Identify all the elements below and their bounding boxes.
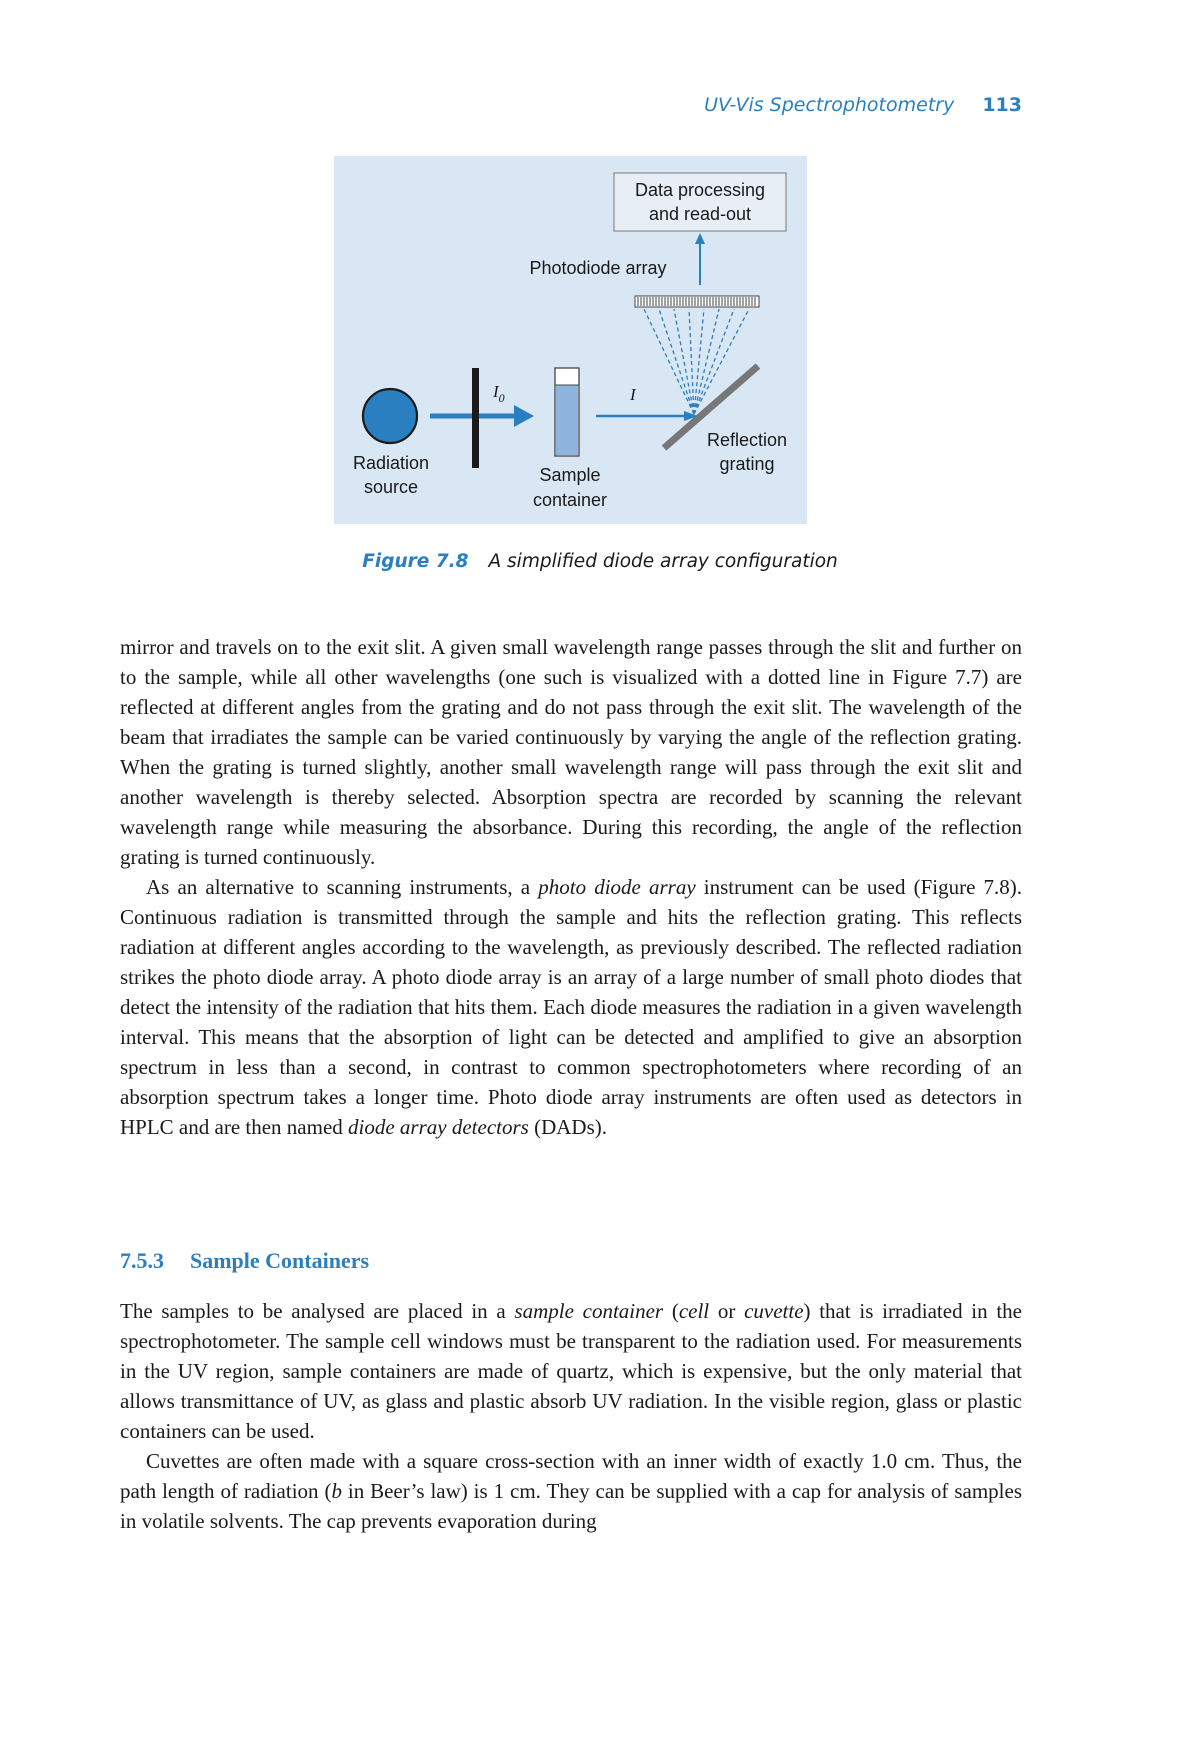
- figure-caption: [120, 551, 1080, 572]
- paragraph-2: As an alternative to scanning instruments, a photo diode array instrument can be used (Figure 7.8). Continuous radiation is transmitted through the sample and hits the reflection grating. This reflects radiation at different angles according to the wavelength, as previously described. The reflected radiation strikes the photo diode array. A photo diode array is an array of a large number of small photo diodes that detect the intensity of the radiation that hits them. Each diode measures the radiation in a given wavelength interval. This means that the absorption of light can be detected and amplified to give an absorption spectrum in less than a second, in contrast to common spectrophotometers where recording of an absorption spectrum takes a longer time. Photo diode array instruments are often used as detectors in HPLC and are then named diode array detectors (DADs).: [120, 875, 1023, 1139]
- section-heading: [120, 1248, 1022, 1274]
- running-head-title: UV-Vis Spectrophotometry: [704, 94, 955, 116]
- entrance-slit: [472, 368, 479, 468]
- data-processing-label-2: and read-out: [648, 204, 752, 224]
- reflection-grating-label-1: Reflection: [706, 430, 788, 450]
- diode-array-diagram: [334, 156, 807, 524]
- page-number: 113: [982, 94, 1022, 116]
- paragraph-1: mirror and travels on to the exit slit. A given small wavelength range passes through the slit and further on to the sample, while all other wavelengths (one such is visualized with a dotted line in Figure 7.7) are reflected at different angles from the grating and do not pass through the exit slit. The wavelength of the beam that irradiates the sample can be varied continuously by varying the angle of the reflection grating. When the grating is turned slightly, another small wavelength range will pass through the exit slit and another wavelength is thereby selected. Absorption spectra are recorded by scanning the relevant wavelength range while measuring the absorbance. During this recording, the angle of the reflection grating is turned continuously.: [120, 635, 1022, 869]
- radiation-source-label-2: source: [363, 477, 419, 497]
- radiation-source: [363, 389, 417, 443]
- figure-caption-text: A simplified diode array configuration: [488, 551, 838, 572]
- photodiode-array: [635, 296, 759, 307]
- figure-diode-array: [334, 156, 807, 524]
- photodiode-array-label: Photodiode array: [529, 258, 667, 278]
- sample-container-label-1: Sample: [539, 465, 601, 485]
- reflection-grating-label-2: grating: [719, 454, 775, 474]
- data-processing-label-1: Data processing: [634, 180, 766, 200]
- section-number: 7.5.3: [120, 1248, 164, 1273]
- i-label: I: [630, 385, 636, 404]
- body-text-lower: [120, 1296, 1022, 1536]
- running-head: [120, 94, 1022, 116]
- paragraph-4: Cuvettes are often made with a square cross-section with an inner width of exactly 1.0 cm. Thus, the path length of radiation (b in Beer’s law) is 1 cm. They can be supplied with a cap for analysis of samples in volatile solvents. The cap prevents evaporation during: [120, 1449, 1022, 1533]
- sample-container-label-2: container: [532, 490, 608, 510]
- section-title: Sample Containers: [190, 1248, 370, 1273]
- sample-liquid: [556, 385, 578, 455]
- figure-caption-number: Figure 7.8: [362, 551, 469, 572]
- body-text-upper: [120, 632, 1022, 1142]
- radiation-source-label-1: Radiation: [352, 453, 430, 473]
- i0-label: $I_0$: [493, 382, 505, 405]
- paragraph-3: The samples to be analysed are placed in a sample container (cell or cuvette) that is irradiated in the spectrophotometer. The sample cell windows must be transparent to the radiation used. For measurements in the UV region, sample containers are made of quartz, which is expensive, but the only material that allows transmittance of UV, as glass and plastic absorb UV radiation. In the visible region, glass or plastic containers can be used.: [120, 1299, 1023, 1443]
